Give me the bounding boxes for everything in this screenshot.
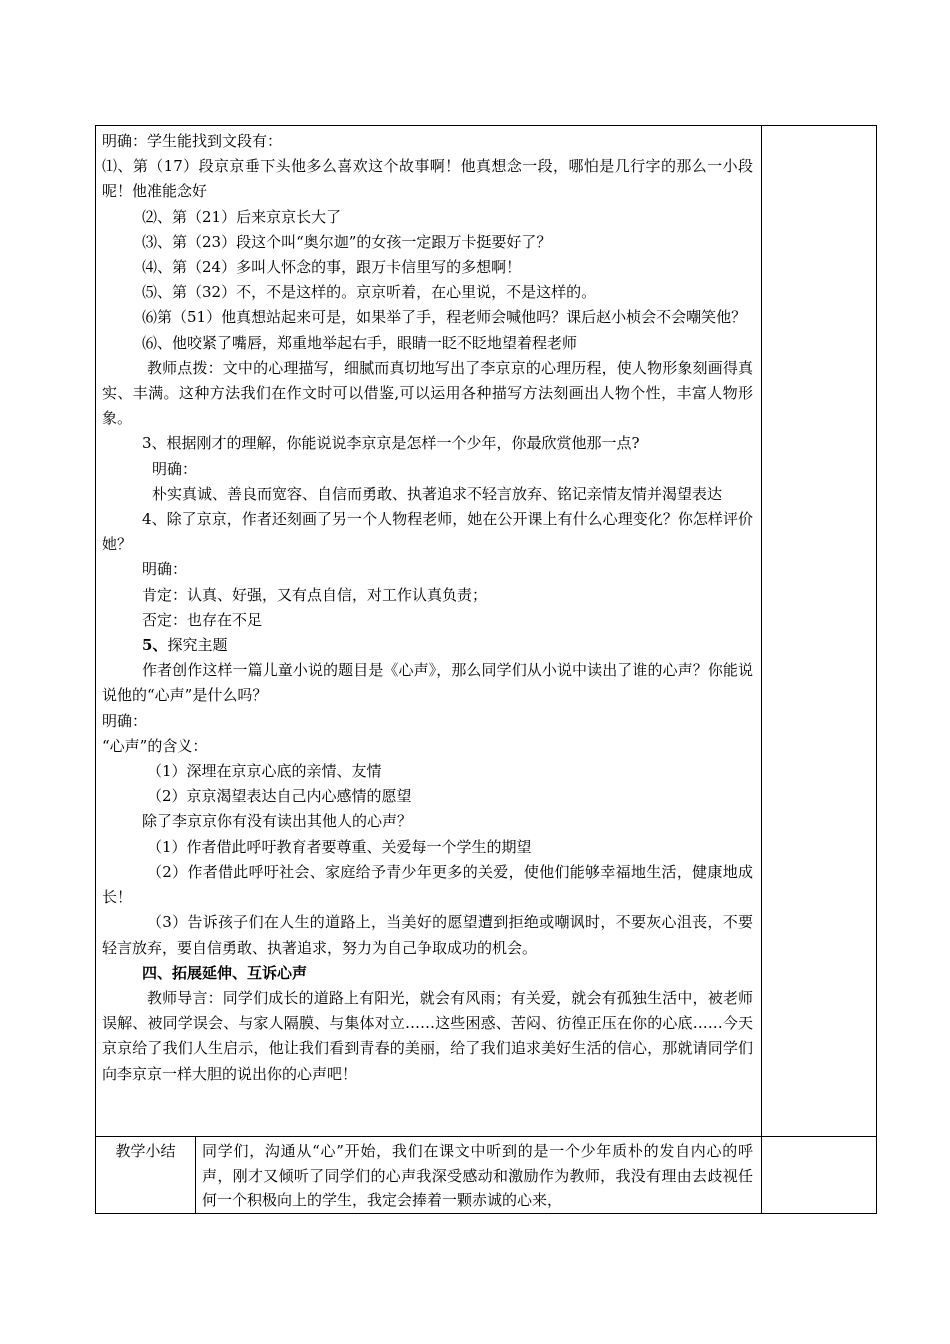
summary-label: 教学小结 xyxy=(96,1137,196,1214)
text-paragraph: ⑵、第（21）后来京京长大了 xyxy=(142,207,342,226)
text-paragraph: “心声”的含义： xyxy=(102,736,208,755)
text-paragraph: ⑹第（51）他真想站起来可是，如果举了手，程老师会喊他吗？课后赵小桢会不会嘲笑他？ xyxy=(142,308,747,327)
text-paragraph: 明确： xyxy=(152,459,198,478)
text-paragraph: 除了李京京你有没有读出其他人的心声？ xyxy=(142,812,413,831)
teaching-process-text xyxy=(102,129,753,1087)
notes-cell xyxy=(762,126,877,1137)
summary-text: 同学们，沟通从“心”开始，我们在课文中听到的是一个少年质朴的发自内心的呼声，刚才又倾听了同学们的心声我深受感动和激励作为教师，我没有理由去歧视任何一个积极向上的学生，我定会捧着一颗赤诚的心来， xyxy=(202,1142,754,1209)
section-title: 探究主题 xyxy=(167,636,228,655)
lesson-plan-table xyxy=(95,125,877,1214)
text-paragraph: ⑸、第（32）不，不是这样的。京京听着，在心里说，不是这样的。 xyxy=(142,283,597,302)
text-paragraph: 朴实真诚、善良而宽容、自信而勇敢、执著追求不轻言放弃、铭记亲情友情并渴望表达 xyxy=(152,484,723,503)
text-paragraph: 作者创作这样一篇儿童小说的题目是《心声》，那么同学们从小说中读出了谁的心声？你能说说他的“心声”是什么吗？ xyxy=(102,661,754,705)
summary-text-cell xyxy=(196,1137,762,1214)
text-paragraph: 否定：也存在不足 xyxy=(142,610,263,629)
text-paragraph: 教师导言：同学们成长的道路上有阳光，就会有风雨；有关爱，就会有孤独生活中，被老师误解、被同学误会、与家人隔膜、与集体对立……这些困惑、苦闷、彷徨正压在你的心底……今天京京给了我们人生启示，他让我们看到青春的美丽，给了我们追求美好生活的信心，那就请同学们向李京京一样大胆的说出你的心声吧！ xyxy=(102,988,754,1083)
teaching-process-cell xyxy=(96,126,762,1137)
text-paragraph: 明确：学生能找到文段有： xyxy=(102,132,283,150)
summary-row xyxy=(96,1137,877,1214)
text-paragraph: （1）深埋在京京心底的亲情、友情 xyxy=(147,762,382,781)
section-number: 5、 xyxy=(142,636,168,655)
summary-notes-cell xyxy=(762,1137,877,1214)
content-row xyxy=(96,126,877,1137)
text-paragraph: ⑴、第（17）段京京垂下头他多么喜欢这个故事啊！他真想念一段，哪怕是几行字的那么一小段呢！他准能念好 xyxy=(102,157,754,201)
text-paragraph: 4、除了京京，作者还刻画了另一个人物程老师，她在公开课上有什么心理变化？你怎样评价她？ xyxy=(102,510,754,554)
text-paragraph: 3、根据刚才的理解，你能说说李京京是怎样一个少年，你最欣赏他那一点? xyxy=(142,434,640,453)
text-paragraph: （1）作者借此呼吁教育者要尊重、关爱每一个学生的期望 xyxy=(147,837,532,856)
text-paragraph: ⑹、他咬紧了嘴唇，郑重地举起右手，眼睛一眨不眨地望着程老师 xyxy=(142,333,578,352)
text-paragraph: （2）作者借此呼吁社会、家庭给予青少年更多的关爱，使他们能够幸福地生活，健康地成长！ xyxy=(102,862,754,907)
text-paragraph: （2）京京渴望表达自己内心感情的愿望 xyxy=(147,787,412,806)
text-paragraph: 明确： xyxy=(102,711,148,730)
text-paragraph: 教师点拨：文中的心理描写，细腻而真切地写出了李京京的心理历程，使人物形象刻画得真实、丰满。这种方法我们在作文时可以借鉴,可以运用各种描写方法刻画出人物个性，丰富人物形象。 xyxy=(102,358,754,428)
text-paragraph: （3）告诉孩子们在人生的道路上，当美好的愿望遭到拒绝或嘲讽时，不要灰心沮丧，不要轻言放弃，要自信勇敢、执著追求，努力为自己争取成功的机会。 xyxy=(102,913,754,957)
text-paragraph: ⑶、第（23）段这个叫“奥尔迦”的女孩一定跟万卡挺要好了？ xyxy=(142,232,552,251)
text-paragraph: 肯定：认真、好强，又有点自信，对工作认真负责； xyxy=(142,585,488,604)
text-paragraph: 四、拓展延伸、互诉心声 xyxy=(142,963,308,982)
text-paragraph xyxy=(102,633,753,658)
text-paragraph: ⑷、第（24）多叫人怀念的事，跟万卡信里写的多想啊！ xyxy=(142,258,522,277)
text-paragraph: 明确： xyxy=(142,560,188,579)
